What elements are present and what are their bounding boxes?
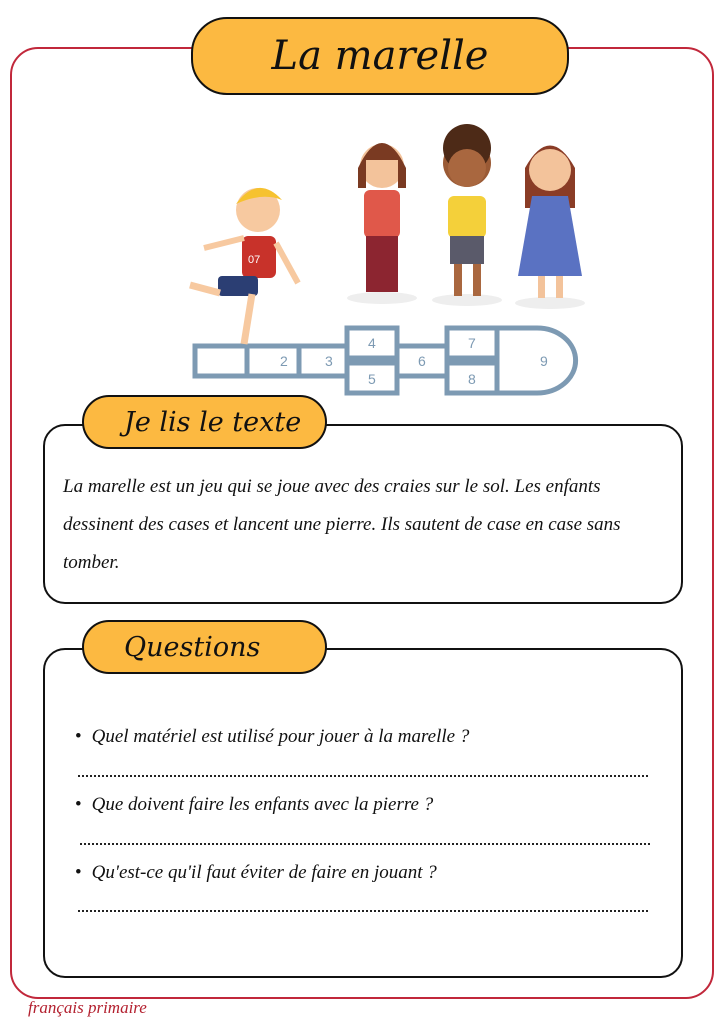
girl-red-shirt [347, 143, 417, 304]
question-2: • Que doivent faire les enfants avec la pierre ? [75, 794, 433, 816]
hopscotch-numbers [280, 335, 548, 387]
hopscotch-grid [195, 328, 576, 393]
girl-blue-dress [515, 146, 585, 310]
question-1: • Quel matériel est utilisé pour jouer à la marelle ? [75, 726, 469, 748]
questions-section-label: Questions [82, 620, 327, 674]
boy-yellow-shirt [432, 124, 502, 306]
svg-text:2: 2 [280, 353, 288, 369]
page-title: La marelle [271, 33, 489, 79]
jersey-number: 07 [248, 254, 261, 266]
answer-line-1[interactable] [78, 775, 648, 777]
boy-jumping [190, 188, 298, 344]
svg-text:4: 4 [368, 335, 376, 351]
svg-text:7: 7 [468, 335, 476, 351]
reading-box [43, 424, 683, 604]
answer-line-2[interactable] [80, 843, 650, 845]
svg-text:3: 3 [325, 353, 333, 369]
question-3: • Qu'est-ce qu'il faut éviter de faire en jouant ? [75, 862, 437, 884]
reading-text: La marelle est un jeu qui se joue avec des craies sur le sol. Les enfants dessinent des cases et lancent une pierre. Ils sautent de case en case sans tomber. [63, 476, 621, 573]
svg-text:5: 5 [368, 371, 376, 387]
svg-text:8: 8 [468, 371, 476, 387]
answer-line-3[interactable] [78, 910, 648, 912]
footer-label: français primaire [28, 998, 147, 1017]
svg-text:6: 6 [418, 353, 426, 369]
title-banner [191, 17, 569, 95]
children-hopscotch-illustration [160, 118, 600, 408]
svg-text:9: 9 [540, 353, 548, 369]
reading-section-label: Je lis le texte [82, 395, 327, 449]
questions-box [43, 648, 683, 978]
